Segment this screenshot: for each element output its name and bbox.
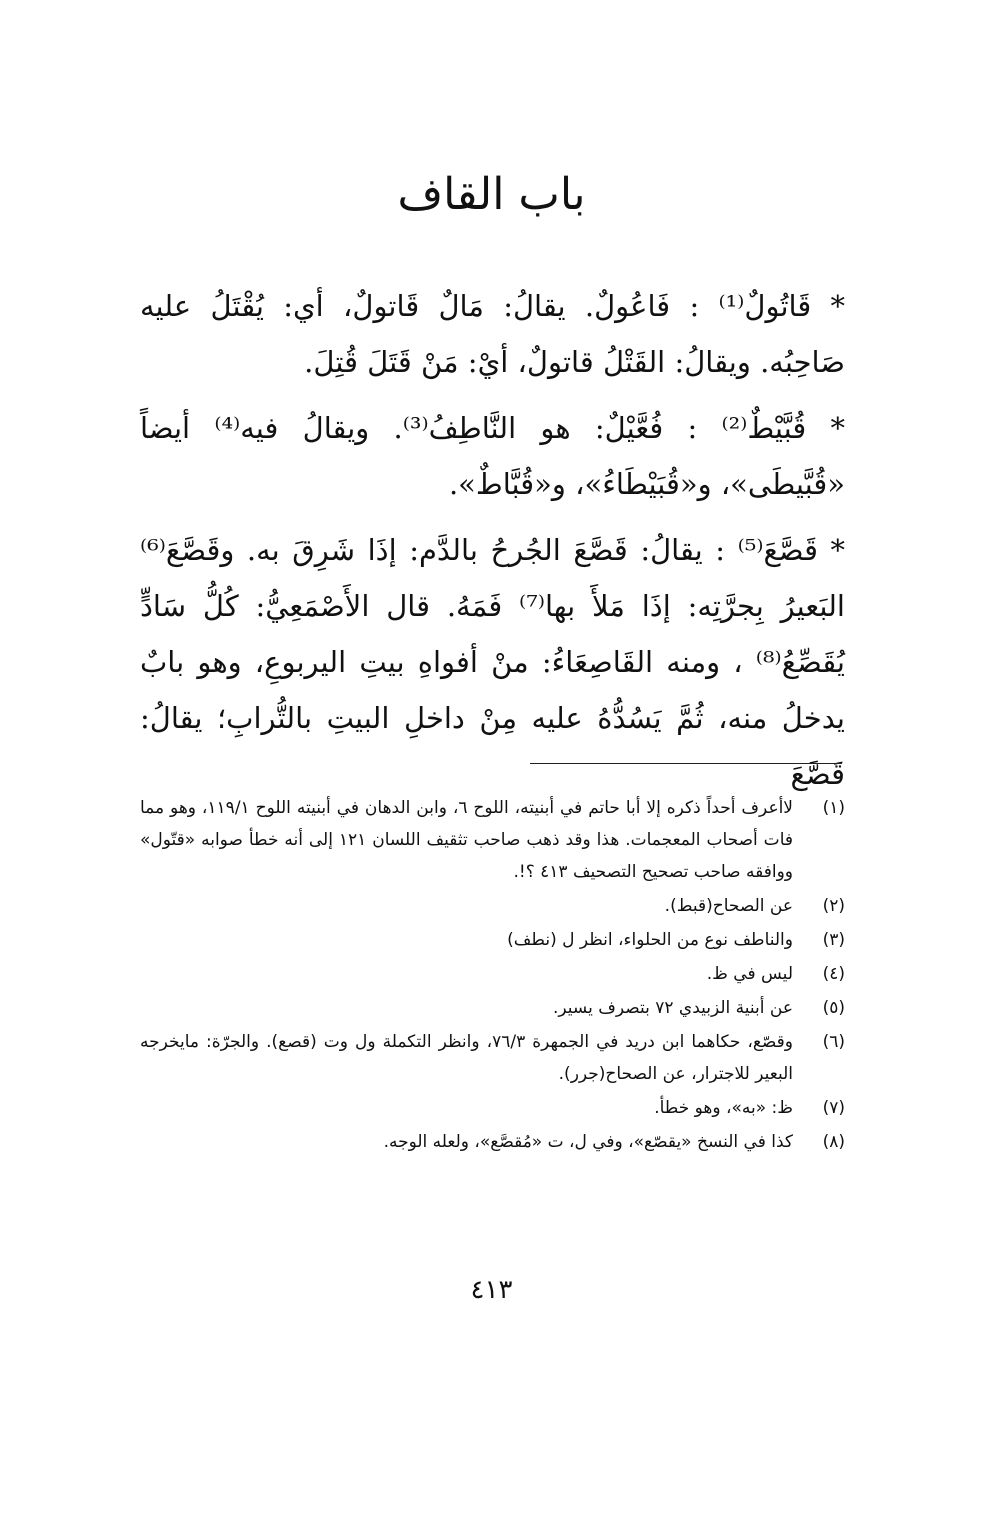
footnote-item [140,1092,845,1124]
footnote-number: (٣) [822,930,845,950]
footnote-item [140,1026,845,1090]
footnote-number: (٤) [822,964,845,984]
footnote-item [140,890,845,922]
footnote-divider [530,763,842,764]
footnote-item [140,992,845,1024]
footnote-text: والناطف نوع من الحلواء، انظر ل (نطف) [507,930,793,950]
footnote-item [140,958,845,990]
dictionary-entries [140,278,845,802]
entry-qatul: * قَاتُولٌ⁽¹⁾ : فَاعُولٌ. يقالُ: مَالٌ قَاتولٌ، أي: يُقْتَلُ عليه صَاحِبُه. ويقالُ: القَتْلُ قاتولٌ، أيْ: مَنْ قَتَلَ قُتِلَ. [140,289,845,379]
footnote-number: (٧) [822,1098,845,1118]
footnote-number: (٢) [822,896,845,916]
footnote-text: كذا في النسخ «يقصّع»، وفي ل، ت «مُقصَّع»، ولعله الوجه. [383,1132,793,1152]
footnote-item [140,924,845,956]
footnote-text: عن الصحاح(قبط). [664,896,793,916]
footnote-number: (٦) [822,1032,845,1052]
page-number: ٤١٣ [470,1275,513,1305]
footnote-item [140,1126,845,1158]
entry-qubbayt: * قُبَّيْطٌ⁽²⁾ : فُعَّيْلٌ: هو النَّاطِفُ⁽³⁾. ويقالُ فيه⁽⁴⁾ أيضاً «قُبَّيطَى»، و«قُبَيْطَاءُ»، و«قُبَّاطٌ». [140,411,845,501]
footnote-number: (١) [822,798,845,818]
footnote-text: ليس في ظ. [706,964,793,984]
footnote-text: عن أبنية الزبيدي ٧٢ بتصرف يسير. [553,998,793,1018]
footnote-number: (٨) [822,1132,845,1152]
footnote-text: ظ: «به»، وهو خطأ. [654,1098,793,1118]
footnote-number: (٥) [822,998,845,1018]
footnote-item [140,792,845,888]
entry-qassa: * قَصَّعَ⁽⁵⁾ : يقالُ: قَصَّعَ الجُرحُ بالدَّم: إذَا شَرِقَ به. وقَصَّعَ⁽⁶⁾ البَعيرُ بِجرَّتِه: إذَا مَلأَ بها⁽⁷⁾ فَمَهُ. قال الأَصْمَعِيُّ: كُلُّ سَادٍّ يُقَصِّعُ⁽⁸⁾ ، ومنه القَاصِعَاءُ: منْ أفواهِ بيتِ اليربوعِ، وهو بابٌ يدخلُ منه، ثُمَّ يَسُدُّهُ عليه مِنْ داخلِ البيتِ بالتُّرابِ؛ يقالُ: قَصَّعَ [140,533,845,791]
footnotes [140,792,845,1160]
footnote-text: وقصّع، حكاهما ابن دريد في الجمهرة ٧٦/٣، وانظر التكملة ول وت (قصع). والجرّة: مايخرجه البعير للاجترار، عن الصحاح(جرر). [140,1032,794,1084]
chapter-title: باب القاف [397,169,586,220]
footnote-text: لاأعرف أحداً ذكره إلا أبا حاتم في أبنيته، اللوح ٦، وابن الدهان في أبنيته اللوح ١١٩/١، وهو مما فات أصحاب المعجمات. هذا وقد ذهب صاحب تثقيف اللسان ١٢١ إلى أنه خطأ صوابه «قتّول» ووافقه صاحب تصحيح التصحيف ٤١٣ ؟!. [140,798,794,882]
